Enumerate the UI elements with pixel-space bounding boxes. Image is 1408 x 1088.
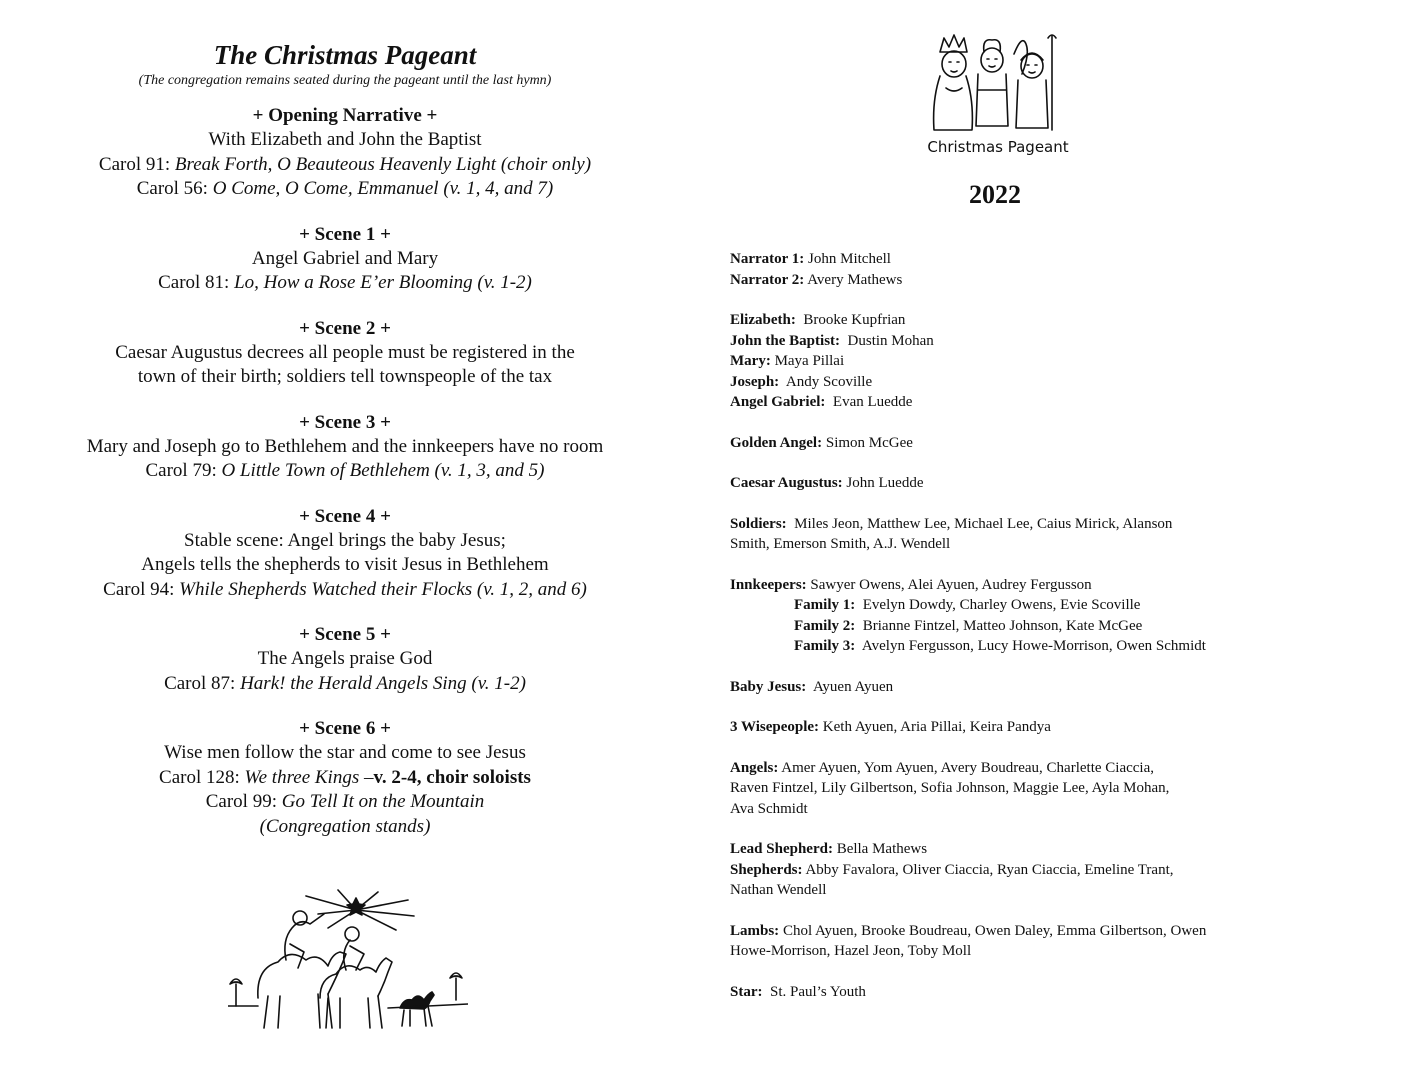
- cast-role: Family 2:: [794, 617, 856, 634]
- cast-names: Andy Scoville: [779, 373, 873, 390]
- program-line: [40, 647, 650, 672]
- cast-group: [730, 982, 1370, 1003]
- cast-entry: [730, 921, 1370, 942]
- cast-role: Golden Angel:: [730, 434, 823, 451]
- cast-names: Ava Schmidt: [730, 800, 808, 817]
- carol-title: O Little Town of Bethlehem (v. 1, 3, and 5): [221, 460, 545, 481]
- cast-entry: [730, 514, 1370, 535]
- cast-entry: [730, 839, 1370, 860]
- cast-group: [730, 839, 1370, 901]
- cast-entry: [730, 372, 1370, 393]
- cast-list: [730, 249, 1370, 1022]
- cast-role: Lambs:: [730, 922, 780, 939]
- cast-entry: [730, 433, 1370, 454]
- cast-names: John Luedde: [842, 475, 924, 491]
- program-line: [40, 790, 650, 815]
- cast-entry: [730, 270, 1370, 291]
- logo-caption: Christmas Pageant: [927, 138, 1069, 156]
- cast-names: Smith, Emerson Smith, A.J. Wendell: [730, 536, 951, 552]
- line-text: Mary and Joseph go to Bethlehem and the innkeepers have no room: [86, 435, 604, 457]
- cast-entry: [730, 331, 1370, 352]
- line-text: Carol 56:: [136, 178, 213, 199]
- cast-role: Lead Shepherd:: [730, 841, 833, 857]
- cast-group: [730, 677, 1370, 698]
- line-text: Carol 79:: [145, 460, 222, 481]
- line-text: Carol 81:: [158, 272, 235, 293]
- cast-names: Bella Mathews: [832, 841, 928, 857]
- cast-role: Baby Jesus:: [730, 678, 807, 695]
- cast-names: Brianne Fintzel, Matteo Johnson, Kate McGee: [855, 617, 1143, 634]
- line-text: Angels tells the shepherds to visit Jesus in Bethlehem: [141, 554, 549, 575]
- cast-names: Simon McGee: [822, 434, 913, 451]
- program-section: [40, 104, 650, 202]
- program-line: [40, 435, 650, 460]
- program-line: [40, 271, 650, 296]
- cast-role: Innkeepers:: [730, 576, 807, 593]
- program-section: [40, 411, 650, 484]
- carol-note: v. 2-4, choir soloists: [373, 766, 531, 788]
- program-subtitle: (The congregation remains seated during the pageant until the last hymn): [138, 73, 552, 88]
- program-section: [40, 623, 650, 696]
- cast-names: St. Paul’s Youth: [762, 983, 866, 1000]
- cast-entry: [730, 758, 1370, 779]
- cast-role: Caesar Augustus:: [730, 475, 843, 491]
- carol-title: Lo, How a Rose E’er Blooming (v. 1-2): [234, 272, 532, 293]
- carol-title: Break Forth, O Beauteous Heavenly Light (choir only): [174, 153, 592, 175]
- cast-group: [730, 921, 1370, 962]
- program-title: The Christmas Pageant: [213, 40, 477, 70]
- cast-group: [730, 758, 1370, 820]
- cast-entry: [730, 799, 1370, 820]
- carol-title: Hark! the Herald Angels Sing (v. 1-2): [240, 672, 526, 694]
- cast-entry: [730, 860, 1370, 881]
- cast-entry: [730, 249, 1370, 270]
- cast-role: Family 1:: [794, 597, 856, 613]
- cast-group: [730, 473, 1370, 494]
- cast-names: John Mitchell: [804, 251, 891, 267]
- line-text: Carol 94:: [103, 578, 180, 600]
- cast-role: Angels:: [730, 759, 779, 776]
- program-line: [40, 766, 650, 791]
- cast-entry: [730, 982, 1370, 1003]
- section-heading: + Scene 6 +: [299, 718, 391, 739]
- line-text: Carol 87:: [164, 672, 241, 694]
- program-line: [40, 815, 650, 840]
- cast-names: Brooke Kupfrian: [795, 312, 906, 328]
- line-text: Wise men follow the star and come to see Jesus: [164, 742, 526, 763]
- cast-names: Avelyn Fergusson, Lucy Howe-Morrison, Owen Schmidt: [855, 638, 1206, 654]
- line-text: Carol 91:: [98, 153, 175, 175]
- cast-role: Soldiers:: [730, 515, 787, 532]
- program-section: [40, 717, 650, 839]
- program-line: [40, 553, 650, 578]
- line-text: Carol 99:: [205, 791, 282, 812]
- section-heading: + Opening Narrative +: [252, 105, 438, 126]
- cast-names: Nathan Wendell: [730, 882, 827, 898]
- cast-role: Joseph:: [730, 373, 780, 390]
- cast-entry: [730, 677, 1370, 698]
- cast-entry: [730, 778, 1370, 799]
- carol-title: We three Kings –: [244, 766, 374, 788]
- cast-entry: [730, 351, 1370, 372]
- cast-group: [730, 717, 1370, 738]
- carol-title: Go Tell It on the Mountain: [281, 791, 485, 812]
- cast-entry: [730, 473, 1370, 494]
- cast-names: Maya Pillai: [770, 353, 845, 369]
- program-column: [40, 38, 650, 860]
- program-line: [40, 153, 650, 178]
- pageant-year: 2022: [969, 180, 1021, 209]
- program-line: [40, 459, 650, 484]
- program-section: [40, 505, 650, 603]
- cast-names: Keth Ayuen, Aria Pillai, Keira Pandya: [819, 719, 1051, 735]
- cast-entry: [730, 636, 1370, 657]
- section-heading: + Scene 5 +: [299, 624, 391, 645]
- cast-role: Angel Gabriel:: [730, 394, 826, 410]
- cast-entry: [730, 880, 1370, 901]
- program-line: [40, 365, 650, 390]
- program-section: [40, 317, 650, 390]
- cast-entry: [730, 616, 1370, 637]
- cast-role: Mary:: [730, 353, 771, 369]
- cast-entry: [730, 575, 1370, 596]
- cast-names: Chol Ayuen, Brooke Boudreau, Owen Daley, Emma Gilbertson, Owen: [779, 922, 1207, 939]
- carol-title: While Shepherds Watched their Flocks (v. 1, 2, and 6): [179, 578, 587, 600]
- cast-entry: [730, 392, 1370, 413]
- cast-names: Raven Fintzel, Lily Gilbertson, Sofia Johnson, Maggie Lee, Ayla Mohan,: [730, 780, 1170, 796]
- program-line: [40, 672, 650, 697]
- line-text: Carol 128:: [159, 766, 245, 788]
- cast-role: Family 3:: [794, 638, 856, 654]
- cast-role: John the Baptist:: [730, 332, 841, 349]
- cast-role: Narrator 1:: [730, 251, 805, 267]
- wise-men-camels-illustration-icon: [228, 888, 468, 1038]
- carol-title: (Congregation stands): [259, 815, 431, 837]
- cast-group: [730, 249, 1370, 290]
- cast-entry: [730, 595, 1370, 616]
- cast-group: [730, 433, 1370, 454]
- section-heading: + Scene 3 +: [299, 411, 391, 433]
- carol-title: O Come, O Come, Emmanuel (v. 1, 4, and 7): [212, 178, 554, 199]
- line-text: The Angels praise God: [257, 648, 433, 669]
- section-heading: + Scene 1 +: [299, 223, 391, 245]
- cast-entry: [730, 717, 1370, 738]
- program-line: [40, 128, 650, 153]
- cast-names: Amer Ayuen, Yom Ayuen, Avery Boudreau, Charlette Ciaccia,: [778, 759, 1154, 776]
- cast-role: Narrator 2:: [730, 271, 805, 288]
- program-line: [40, 741, 650, 766]
- cast-names: Abby Favalora, Oliver Ciaccia, Ryan Ciaccia, Emeline Trant,: [802, 861, 1174, 878]
- cast-role: Shepherds:: [730, 861, 803, 878]
- program-line: [40, 247, 650, 272]
- program-sections: [40, 104, 650, 839]
- section-heading: + Scene 2 +: [299, 317, 391, 339]
- line-text: With Elizabeth and John the Baptist: [208, 129, 482, 150]
- cast-role: 3 Wisepeople:: [730, 719, 820, 735]
- cast-role: Star:: [730, 983, 763, 1000]
- cast-group: [730, 310, 1370, 413]
- line-text: town of their birth; soldiers tell townspeople of the tax: [137, 366, 553, 387]
- cast-names: Miles Jeon, Matthew Lee, Michael Lee, Caius Mirick, Alanson: [786, 515, 1173, 532]
- cast-entry: [730, 310, 1370, 331]
- cast-names: Avery Mathews: [804, 271, 903, 288]
- cast-role: Elizabeth:: [730, 312, 796, 328]
- cast-group: [730, 575, 1370, 657]
- cast-names: Evelyn Dowdy, Charley Owens, Evie Scoville: [855, 597, 1141, 613]
- cast-names: Dustin Mohan: [840, 332, 934, 349]
- cast-names: Ayuen Ayuen: [806, 678, 894, 695]
- cast-entry: [730, 941, 1370, 962]
- program-line: [40, 529, 650, 554]
- program-line: [40, 177, 650, 202]
- program-line: [40, 578, 650, 603]
- program-section: [40, 223, 650, 296]
- line-text: Stable scene: Angel brings the baby Jesus;: [184, 529, 506, 551]
- cast-names: Howe-Morrison, Hazel Jeon, Toby Moll: [730, 943, 972, 959]
- cast-names: Evan Luedde: [825, 394, 913, 410]
- section-heading: + Scene 4 +: [299, 505, 391, 527]
- cast-names: Sawyer Owens, Alei Ayuen, Audrey Fergusson: [806, 576, 1092, 593]
- cast-group: [730, 514, 1370, 555]
- cast-entry: [730, 534, 1370, 555]
- program-line: [40, 341, 650, 366]
- christmas-pageant-logo-icon: [918, 30, 1078, 160]
- line-text: Caesar Augustus decrees all people must be registered in the: [115, 341, 575, 363]
- line-text: Angel Gabriel and Mary: [251, 247, 439, 269]
